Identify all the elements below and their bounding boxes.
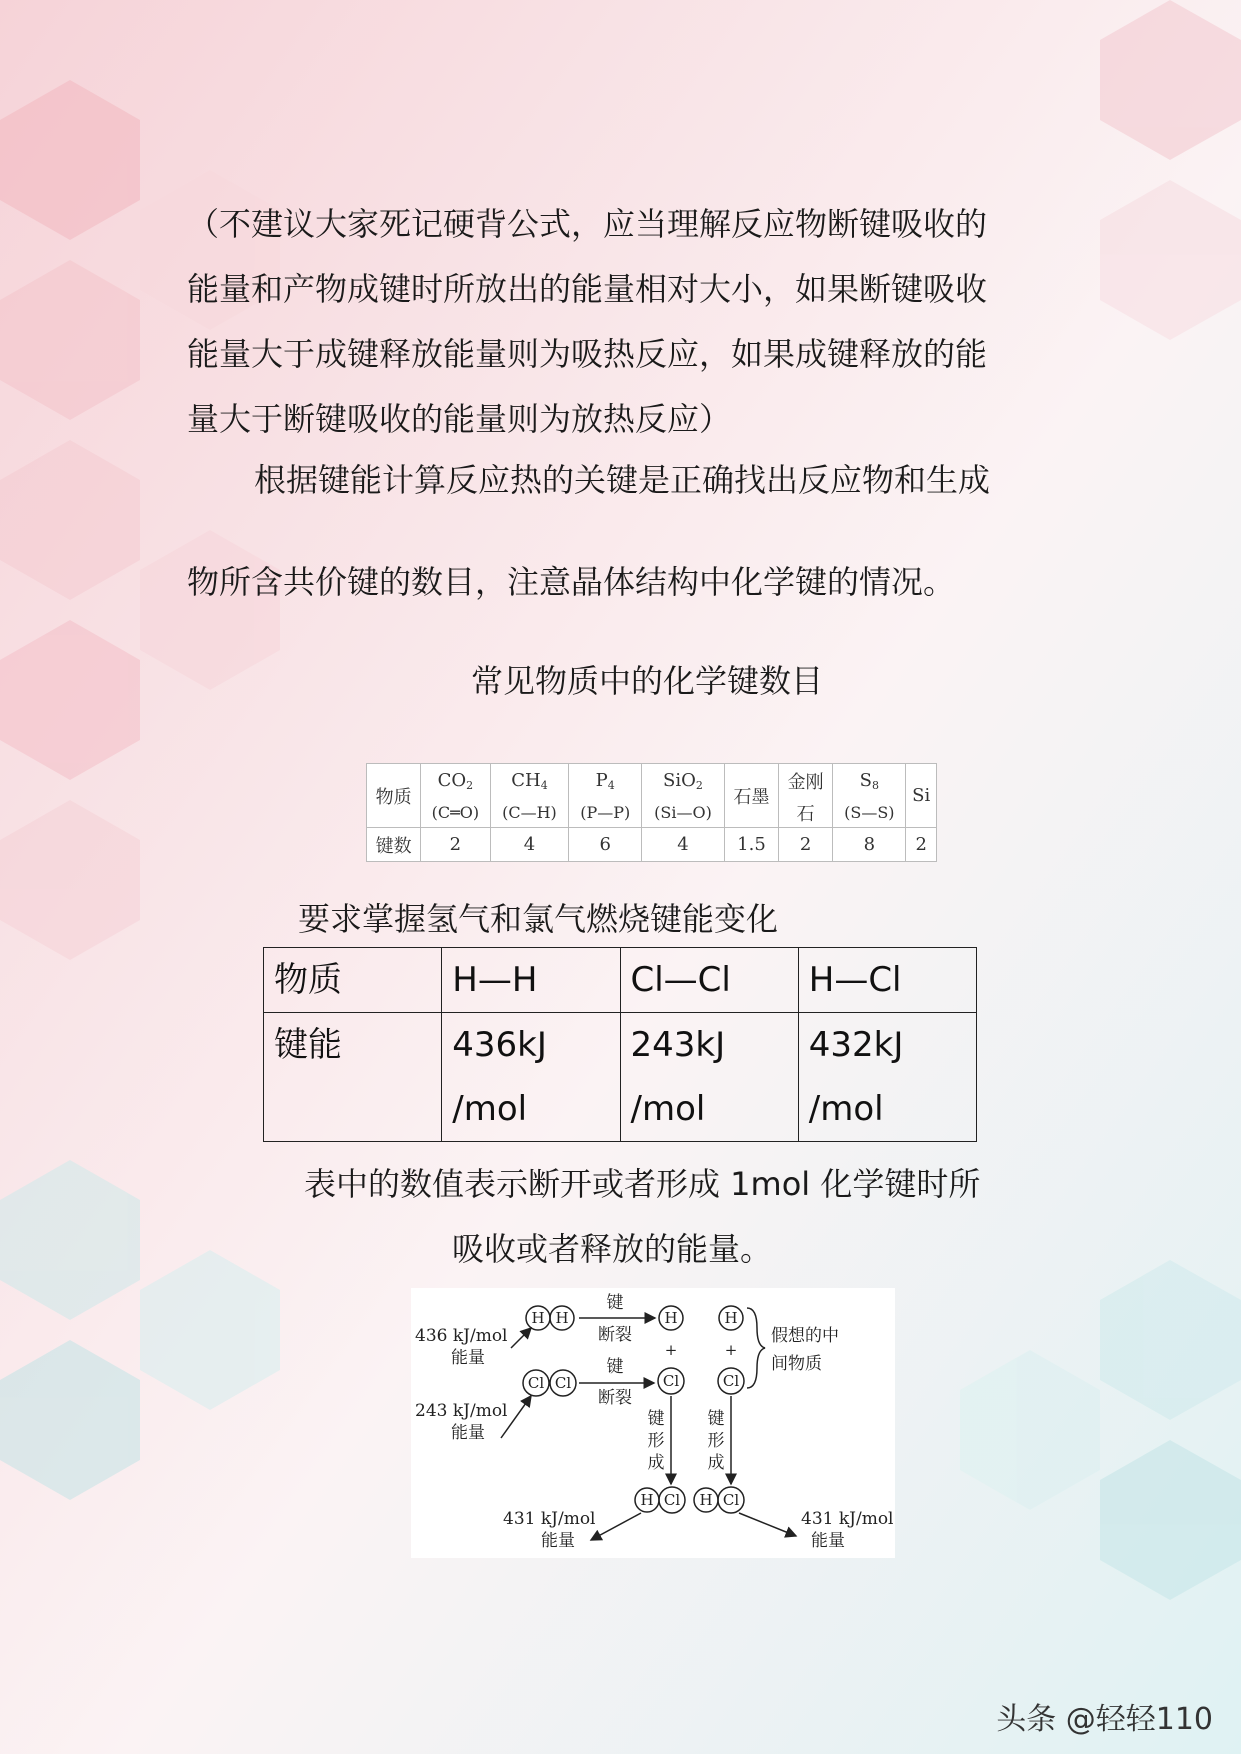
bond-count-table (366, 763, 937, 862)
table2-title: 要求掌握氢气和氯气燃烧键能变化 (298, 900, 779, 938)
col-graphite: 石墨 (724, 764, 778, 828)
paragraph-line: 能量大于成键释放能量则为吸热反应，如果成键释放的能 (187, 335, 988, 373)
paragraph-formula-advice (187, 192, 1067, 452)
row-label-bond-energy: 键能 (264, 1013, 442, 1142)
header-cl-cl: Cl—Cl (620, 948, 798, 1013)
header-substance: 物质 (264, 948, 442, 1013)
count-sio2: 4 (642, 828, 725, 862)
energy-cl2-label: 243 kJ/mol (415, 1401, 508, 1421)
count-p4: 6 (569, 828, 642, 862)
row-label-count: 键数 (367, 828, 421, 862)
hypothetical-label: 间物质 (771, 1354, 822, 1374)
header-h-h: H—H (442, 948, 620, 1013)
bond-break-label: 断裂 (598, 1325, 632, 1345)
cl-atom: Cl (527, 1374, 545, 1392)
count-s8: 8 (833, 828, 906, 862)
energy-word: 能量 (811, 1531, 845, 1551)
note-line1: 表中的数值表示断开或者形成 1mol 化学键时所 (304, 1165, 981, 1203)
col-diamond-formula: 金刚 (779, 764, 833, 799)
bond-form-label: 成 (647, 1453, 665, 1473)
col-s8-formula: $S_8$ (833, 764, 906, 799)
energy-word: 能量 (451, 1348, 485, 1368)
paragraph-line: 量大于断键吸收的能量则为放热反应） (187, 400, 732, 438)
plus-sign: + (664, 1341, 678, 1359)
energy-word: 能量 (451, 1423, 485, 1443)
bond-form-label: 键 (647, 1409, 665, 1429)
bond-form-label: 形 (707, 1431, 725, 1451)
paragraph-line: （不建议大家死记硬背公式，应当理解反应物断键吸收的 (187, 205, 988, 243)
bond-form-label: 形 (647, 1431, 665, 1451)
bond-break-label: 断裂 (598, 1388, 632, 1408)
paragraph-line: 能量和产物成键时所放出的能量相对大小，如果断键吸收 (187, 270, 988, 308)
bond-energy-diagram (411, 1288, 895, 1558)
footer-attribution: 头条 @轻轻110 (996, 1702, 1213, 1737)
col-co2-bond: (C═O) (421, 798, 490, 828)
energy-h-h: 436kJ /mol (442, 1013, 620, 1142)
paragraph-key-point-line2: 物所含共价键的数目，注意晶体结构中化学键的情况。 (187, 563, 956, 601)
col-ch4-bond: (C—H) (490, 798, 569, 828)
energy-hcl-right-label: 431 kJ/mol (801, 1509, 894, 1529)
energy-cl-cl: 243kJ /mol (620, 1013, 798, 1142)
col-ch4-formula: $CH_4$ (490, 764, 569, 799)
cl-atom: Cl (663, 1491, 681, 1509)
col-sio2-formula: SiO$_2$ (642, 764, 725, 799)
col-sio2-bond: (Si—O) (642, 798, 725, 828)
h-atom: H (699, 1491, 713, 1509)
h-atom: H (531, 1309, 545, 1327)
count-si: 2 (906, 828, 937, 862)
plus-sign: + (724, 1341, 738, 1359)
hypothetical-label: 假想的中 (771, 1326, 839, 1346)
cl-atom: Cl (722, 1491, 740, 1509)
energy-word: 能量 (541, 1531, 575, 1551)
col-p4-bond: (P—P) (569, 798, 642, 828)
h-atom: H (724, 1309, 738, 1327)
col-p4-formula: $P_4$ (569, 764, 642, 799)
cl-atom: Cl (722, 1372, 740, 1390)
energy-hcl-left-label: 431 kJ/mol (503, 1509, 596, 1529)
h-atom: H (664, 1309, 678, 1327)
bond-break-label: 键 (606, 1293, 624, 1313)
col-co2-formula: $CO_2$ (421, 764, 490, 799)
energy-h2-label: 436 kJ/mol (415, 1326, 508, 1346)
count-diamond: 2 (779, 828, 833, 862)
header-h-cl: H—Cl (798, 948, 976, 1013)
count-co2: 2 (421, 828, 490, 862)
bond-form-label: 成 (707, 1453, 725, 1473)
h-atom: H (640, 1491, 654, 1509)
cl-atom: Cl (554, 1374, 572, 1392)
paragraph-key-point-line1: 根据键能计算反应热的关键是正确找出反应物和生成 (254, 461, 991, 499)
bond-energy-table (263, 947, 977, 1142)
bond-break-label: 键 (606, 1357, 624, 1377)
col-diamond-bond: 石 (779, 798, 833, 828)
table1-title: 常见物质中的化学键数目 (471, 662, 824, 700)
col-si: Si (906, 764, 937, 828)
h-atom: H (555, 1309, 569, 1327)
col-s8-bond: (S—S) (833, 798, 906, 828)
note-line2: 吸收或者释放的能量。 (452, 1230, 773, 1268)
row-label-substance: 物质 (367, 764, 421, 828)
cl-atom: Cl (662, 1372, 680, 1390)
count-graphite: 1.5 (724, 828, 778, 862)
bond-form-label: 键 (707, 1409, 725, 1429)
count-ch4: 4 (490, 828, 569, 862)
energy-h-cl: 432kJ /mol (798, 1013, 976, 1142)
